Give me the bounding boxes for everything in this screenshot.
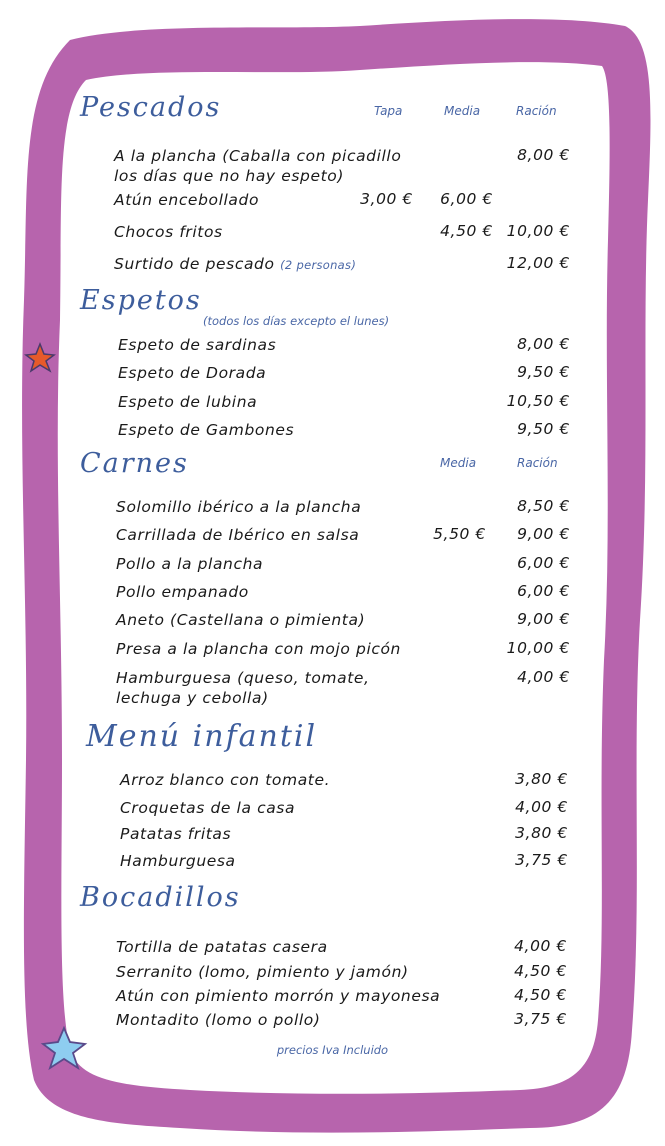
price: 4,00 €	[514, 937, 567, 955]
menu-item: Surtido de pescado (2 personas)	[114, 255, 357, 273]
menu-item: Tortilla de patatas casera	[116, 938, 328, 956]
menu-item: Carrillada de Ibérico en salsa	[116, 526, 360, 544]
price: 3,80 €	[515, 824, 568, 842]
price-racion: 10,00 €	[506, 639, 570, 657]
menu-item: Espeto de lubina	[118, 393, 258, 411]
column-header-racion: Ración	[517, 456, 558, 470]
price: 8,00 €	[517, 335, 570, 353]
menu-item: Chocos fritos	[114, 223, 223, 241]
menu-item: Aneto (Castellana o pimienta)	[116, 611, 366, 629]
column-header-tapa: Tapa	[374, 104, 403, 118]
price-media: 4,50 €	[440, 222, 493, 240]
menu-item: Espeto de Dorada	[118, 364, 267, 382]
section-title-menu-infantil: Menú infantil	[86, 719, 318, 754]
price: 3,80 €	[515, 770, 568, 788]
section-title-espetos: Espetos	[80, 285, 202, 316]
price-racion: 8,50 €	[517, 497, 570, 515]
price-racion: 8,00 €	[517, 146, 570, 164]
menu-item: Croquetas de la casa	[120, 799, 296, 817]
menu-item: Solomillo ibérico a la plancha	[116, 498, 362, 516]
menu-item: Montadito (lomo o pollo)	[116, 1011, 321, 1029]
item-note: (2 personas)	[280, 258, 357, 272]
section-title-bocadillos: Bocadillos	[80, 882, 241, 913]
column-header-media: Media	[440, 456, 477, 470]
menu-item: Hamburguesa	[120, 852, 236, 870]
menu-item: Atún con pimiento morrón y mayonesa	[116, 987, 441, 1005]
price: 4,00 €	[515, 798, 568, 816]
price: 10,50 €	[506, 392, 570, 410]
price: 9,50 €	[517, 420, 570, 438]
price-racion: 6,00 €	[517, 554, 570, 572]
price-racion: 4,00 €	[517, 668, 570, 686]
price-racion: 10,00 €	[506, 222, 570, 240]
section-title-pescados: Pescados	[80, 92, 222, 123]
menu-item: Arroz blanco con tomate.	[120, 771, 331, 789]
price: 4,50 €	[514, 962, 567, 980]
price-racion: 6,00 €	[517, 582, 570, 600]
price: 9,50 €	[517, 363, 570, 381]
price: 3,75 €	[514, 1010, 567, 1028]
menu-item: Espeto de Gambones	[118, 421, 295, 439]
price-media: 5,50 €	[433, 525, 486, 543]
footer-note: precios Iva Incluido	[276, 1043, 389, 1057]
menu-item: A la plancha (Caballa con picadillo los días que no hay espeto)	[114, 147, 402, 185]
price: 4,50 €	[514, 986, 567, 1004]
price-tapa: 3,00 €	[360, 190, 413, 208]
menu-item: Hamburguesa (queso, tomate, lechuga y cebolla)	[116, 669, 370, 707]
menu-item: Serranito (lomo, pimiento y jamón)	[116, 963, 409, 981]
price-racion: 12,00 €	[506, 254, 570, 272]
column-header-racion: Ración	[516, 104, 557, 118]
column-header-media: Media	[444, 104, 481, 118]
menu-item: Espeto de sardinas	[118, 336, 277, 354]
price-racion: 9,00 €	[517, 525, 570, 543]
menu-item: Pollo a la plancha	[116, 555, 264, 573]
section-note-espetos: (todos los días excepto el lunes)	[203, 314, 390, 328]
price-racion: 9,00 €	[517, 610, 570, 628]
section-title-carnes: Carnes	[80, 448, 189, 479]
menu-item: Patatas fritas	[120, 825, 232, 843]
menu-item: Presa a la plancha con mojo picón	[116, 640, 401, 658]
price: 3,75 €	[515, 851, 568, 869]
menu-item: Atún encebollado	[114, 191, 260, 209]
price-media: 6,00 €	[440, 190, 493, 208]
menu-item: Pollo empanado	[116, 583, 249, 601]
